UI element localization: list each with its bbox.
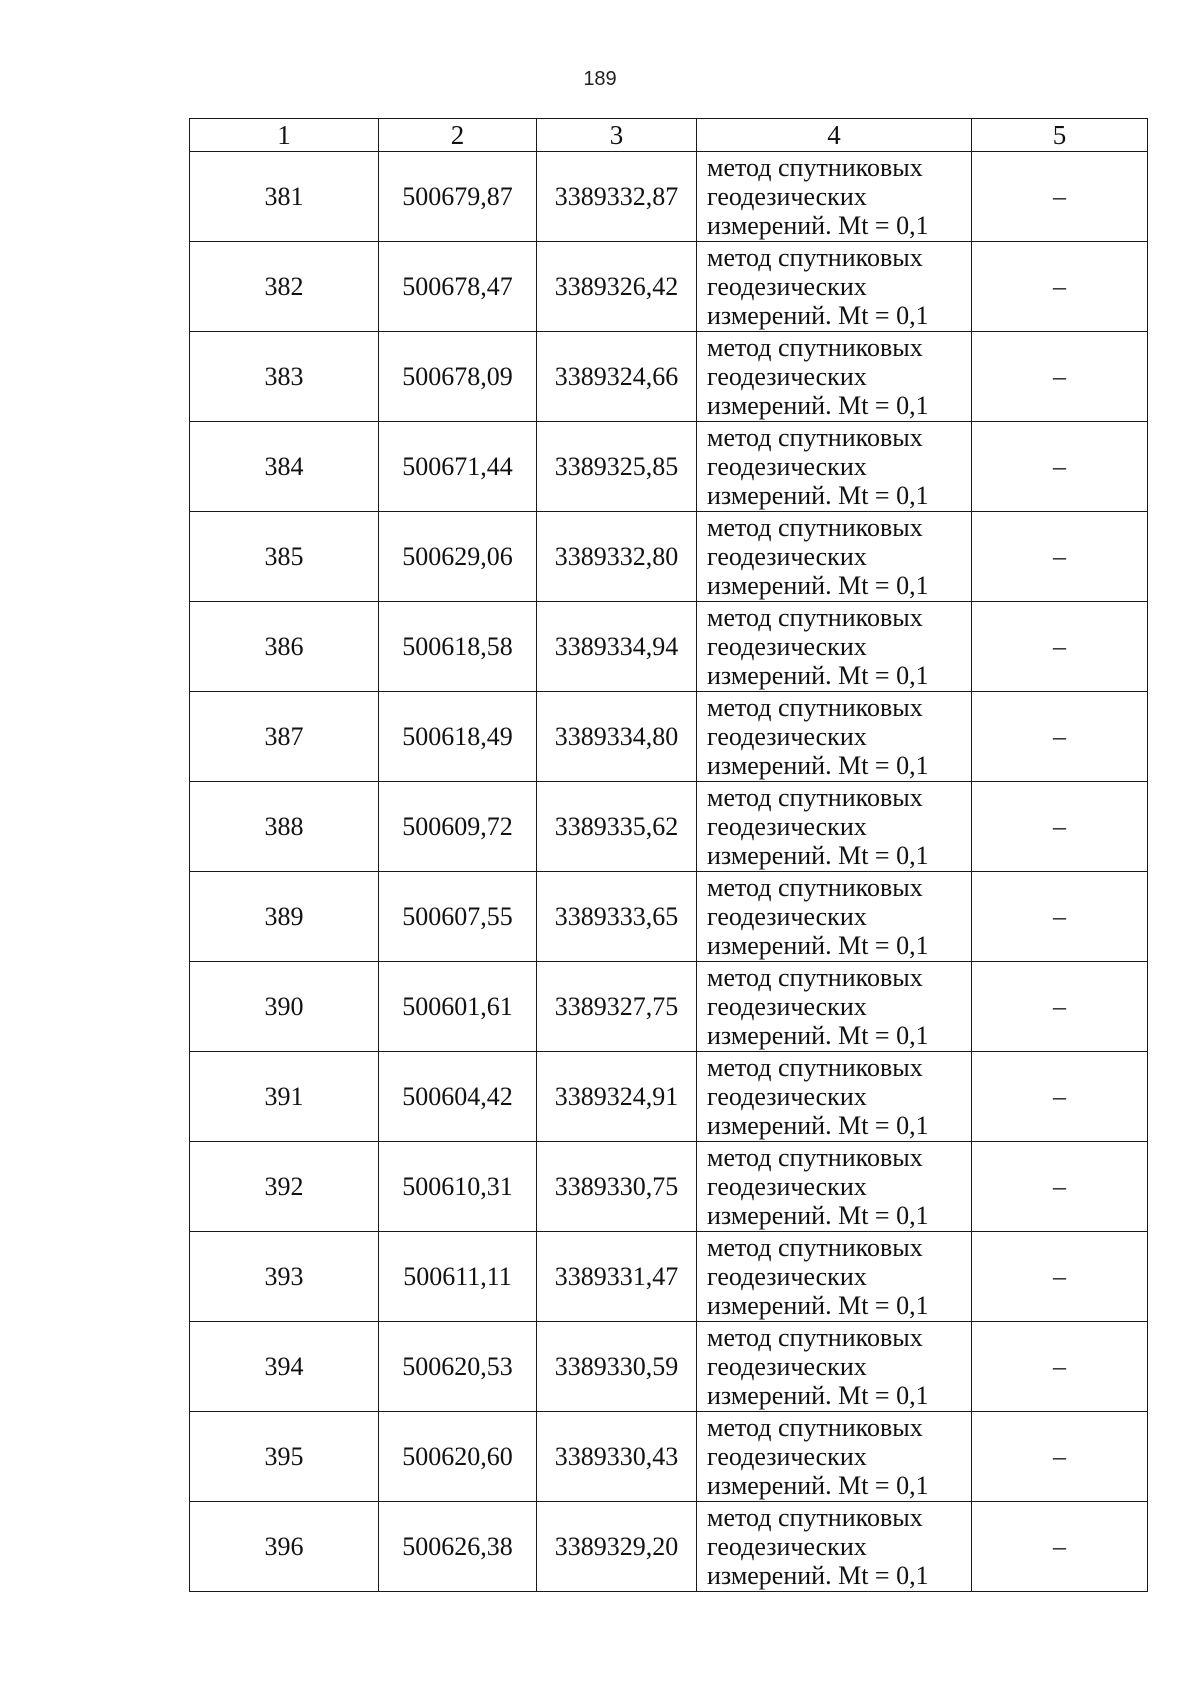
y-coordinate-cell: 3389330,59 [537, 1322, 697, 1412]
method-text-line: измерений. Mt = 0,1 [707, 1201, 929, 1230]
y-coordinate-cell: 3389327,75 [537, 962, 697, 1052]
table-row [190, 602, 1148, 692]
method-cell [697, 1142, 972, 1232]
empty-marker-cell: – [972, 1052, 1148, 1142]
empty-marker-cell: – [972, 602, 1148, 692]
point-number-cell: 388 [190, 782, 379, 872]
point-number-cell: 395 [190, 1412, 379, 1502]
method-cell [697, 332, 972, 422]
method-text-line: измерений. Mt = 0,1 [707, 301, 929, 330]
method-text-line: метод спутниковых [707, 423, 923, 452]
table-row [190, 242, 1148, 332]
method-cell [697, 1322, 972, 1412]
empty-marker-cell: – [972, 872, 1148, 962]
method-cell [697, 512, 972, 602]
table-row [190, 512, 1148, 602]
empty-marker-cell: – [972, 1322, 1148, 1412]
method-cell [697, 1412, 972, 1502]
method-text-line: геодезических [707, 362, 867, 391]
method-cell [697, 962, 972, 1052]
empty-marker-cell: – [972, 332, 1148, 422]
y-coordinate-cell: 3389332,87 [537, 152, 697, 242]
x-coordinate-cell: 500629,06 [379, 512, 537, 602]
y-coordinate-cell: 3389329,20 [537, 1502, 697, 1592]
point-number-cell: 390 [190, 962, 379, 1052]
x-coordinate-cell: 500678,47 [379, 242, 537, 332]
method-cell [697, 1502, 972, 1592]
method-text-line: измерений. Mt = 0,1 [707, 1291, 929, 1320]
y-coordinate-cell: 3389332,80 [537, 512, 697, 602]
x-coordinate-cell: 500626,38 [379, 1502, 537, 1592]
header-col-3: 3 [537, 119, 697, 152]
empty-marker-cell: – [972, 1412, 1148, 1502]
method-cell [697, 692, 972, 782]
method-text-line: геодезических [707, 272, 867, 301]
point-number-cell: 392 [190, 1142, 379, 1232]
method-cell [697, 872, 972, 962]
table-row [190, 1502, 1148, 1592]
method-text-line: метод спутниковых [707, 153, 923, 182]
method-text-line: геодезических [707, 902, 867, 931]
method-cell [697, 152, 972, 242]
table-row [190, 1412, 1148, 1502]
point-number-cell: 381 [190, 152, 379, 242]
table-body [190, 152, 1148, 1592]
method-text-line: геодезических [707, 182, 867, 211]
y-coordinate-cell: 3389324,66 [537, 332, 697, 422]
method-text-line: измерений. Mt = 0,1 [707, 211, 929, 240]
y-coordinate-cell: 3389333,65 [537, 872, 697, 962]
method-text-line: геодезических [707, 722, 867, 751]
x-coordinate-cell: 500609,72 [379, 782, 537, 872]
method-text-line: измерений. Mt = 0,1 [707, 1381, 929, 1410]
method-text-line: метод спутниковых [707, 873, 923, 902]
empty-marker-cell: – [972, 1502, 1148, 1592]
table-row [190, 872, 1148, 962]
method-text-line: метод спутниковых [707, 693, 923, 722]
method-cell [697, 602, 972, 692]
y-coordinate-cell: 3389325,85 [537, 422, 697, 512]
method-text-line: измерений. Mt = 0,1 [707, 931, 929, 960]
method-text-line: измерений. Mt = 0,1 [707, 571, 929, 600]
empty-marker-cell: – [972, 782, 1148, 872]
point-number-cell: 394 [190, 1322, 379, 1412]
method-text-line: измерений. Mt = 0,1 [707, 1561, 929, 1590]
header-col-5: 5 [972, 119, 1148, 152]
method-text-line: метод спутниковых [707, 333, 923, 362]
method-text-line: метод спутниковых [707, 783, 923, 812]
method-text-line: измерений. Mt = 0,1 [707, 1471, 929, 1500]
header-col-2: 2 [379, 119, 537, 152]
x-coordinate-cell: 500601,61 [379, 962, 537, 1052]
y-coordinate-cell: 3389334,94 [537, 602, 697, 692]
method-text-line: измерений. Mt = 0,1 [707, 1021, 929, 1050]
header-col-1: 1 [190, 119, 379, 152]
method-text-line: геодезических [707, 452, 867, 481]
method-text-line: геодезических [707, 1172, 867, 1201]
page-number: 189 [583, 68, 617, 90]
table-row [190, 962, 1148, 1052]
method-text-line: метод спутниковых [707, 1413, 923, 1442]
empty-marker-cell: – [972, 1142, 1148, 1232]
y-coordinate-cell: 3389335,62 [537, 782, 697, 872]
empty-marker-cell: – [972, 962, 1148, 1052]
x-coordinate-cell: 500679,87 [379, 152, 537, 242]
empty-marker-cell: – [972, 152, 1148, 242]
x-coordinate-cell: 500610,31 [379, 1142, 537, 1232]
point-number-cell: 396 [190, 1502, 379, 1592]
method-text-line: измерений. Mt = 0,1 [707, 391, 929, 420]
x-coordinate-cell: 500671,44 [379, 422, 537, 512]
x-coordinate-cell: 500678,09 [379, 332, 537, 422]
method-cell [697, 242, 972, 332]
x-coordinate-cell: 500618,49 [379, 692, 537, 782]
method-text-line: геодезических [707, 542, 867, 571]
point-number-cell: 387 [190, 692, 379, 782]
empty-marker-cell: – [972, 692, 1148, 782]
x-coordinate-cell: 500620,53 [379, 1322, 537, 1412]
method-text-line: геодезических [707, 1082, 867, 1111]
point-number-cell: 385 [190, 512, 379, 602]
x-coordinate-cell: 500604,42 [379, 1052, 537, 1142]
table-row [190, 422, 1148, 512]
point-number-cell: 384 [190, 422, 379, 512]
y-coordinate-cell: 3389331,47 [537, 1232, 697, 1322]
method-text-line: геодезических [707, 812, 867, 841]
method-text-line: геодезических [707, 1532, 867, 1561]
table-row [190, 332, 1148, 422]
y-coordinate-cell: 3389326,42 [537, 242, 697, 332]
method-text-line: измерений. Mt = 0,1 [707, 661, 929, 690]
method-text-line: метод спутниковых [707, 963, 923, 992]
y-coordinate-cell: 3389324,91 [537, 1052, 697, 1142]
x-coordinate-cell: 500620,60 [379, 1412, 537, 1502]
method-text-line: геодезических [707, 1352, 867, 1381]
point-number-cell: 383 [190, 332, 379, 422]
method-text-line: метод спутниковых [707, 243, 923, 272]
table-row [190, 1232, 1148, 1322]
method-cell [697, 1052, 972, 1142]
method-text-line: геодезических [707, 1262, 867, 1291]
method-cell [697, 782, 972, 872]
y-coordinate-cell: 3389330,75 [537, 1142, 697, 1232]
point-number-cell: 382 [190, 242, 379, 332]
table-row [190, 1142, 1148, 1232]
method-text-line: метод спутниковых [707, 1053, 923, 1082]
method-text-line: метод спутниковых [707, 603, 923, 632]
table-row [190, 692, 1148, 782]
method-text-line: метод спутниковых [707, 513, 923, 542]
y-coordinate-cell: 3389334,80 [537, 692, 697, 782]
header-col-4: 4 [697, 119, 972, 152]
method-text-line: метод спутниковых [707, 1233, 923, 1262]
method-text-line: метод спутниковых [707, 1323, 923, 1352]
method-text-line: геодезических [707, 632, 867, 661]
x-coordinate-cell: 500611,11 [379, 1232, 537, 1322]
point-number-cell: 386 [190, 602, 379, 692]
empty-marker-cell: – [972, 422, 1148, 512]
x-coordinate-cell: 500618,58 [379, 602, 537, 692]
method-text-line: геодезических [707, 1442, 867, 1471]
method-text-line: измерений. Mt = 0,1 [707, 1111, 929, 1140]
method-text-line: измерений. Mt = 0,1 [707, 841, 929, 870]
empty-marker-cell: – [972, 512, 1148, 602]
method-cell [697, 422, 972, 512]
table-row [190, 782, 1148, 872]
point-number-cell: 389 [190, 872, 379, 962]
empty-marker-cell: – [972, 242, 1148, 332]
table-row [190, 1052, 1148, 1142]
point-number-cell: 391 [190, 1052, 379, 1142]
method-text-line: измерений. Mt = 0,1 [707, 481, 929, 510]
method-text-line: геодезических [707, 992, 867, 1021]
table-row [190, 152, 1148, 242]
method-text-line: метод спутниковых [707, 1143, 923, 1172]
method-cell [697, 1232, 972, 1322]
method-text-line: метод спутниковых [707, 1503, 923, 1532]
point-number-cell: 393 [190, 1232, 379, 1322]
y-coordinate-cell: 3389330,43 [537, 1412, 697, 1502]
table-header-row [190, 119, 1148, 152]
coordinates-table [189, 118, 1148, 1592]
table-row [190, 1322, 1148, 1412]
empty-marker-cell: – [972, 1232, 1148, 1322]
x-coordinate-cell: 500607,55 [379, 872, 537, 962]
method-text-line: измерений. Mt = 0,1 [707, 751, 929, 780]
